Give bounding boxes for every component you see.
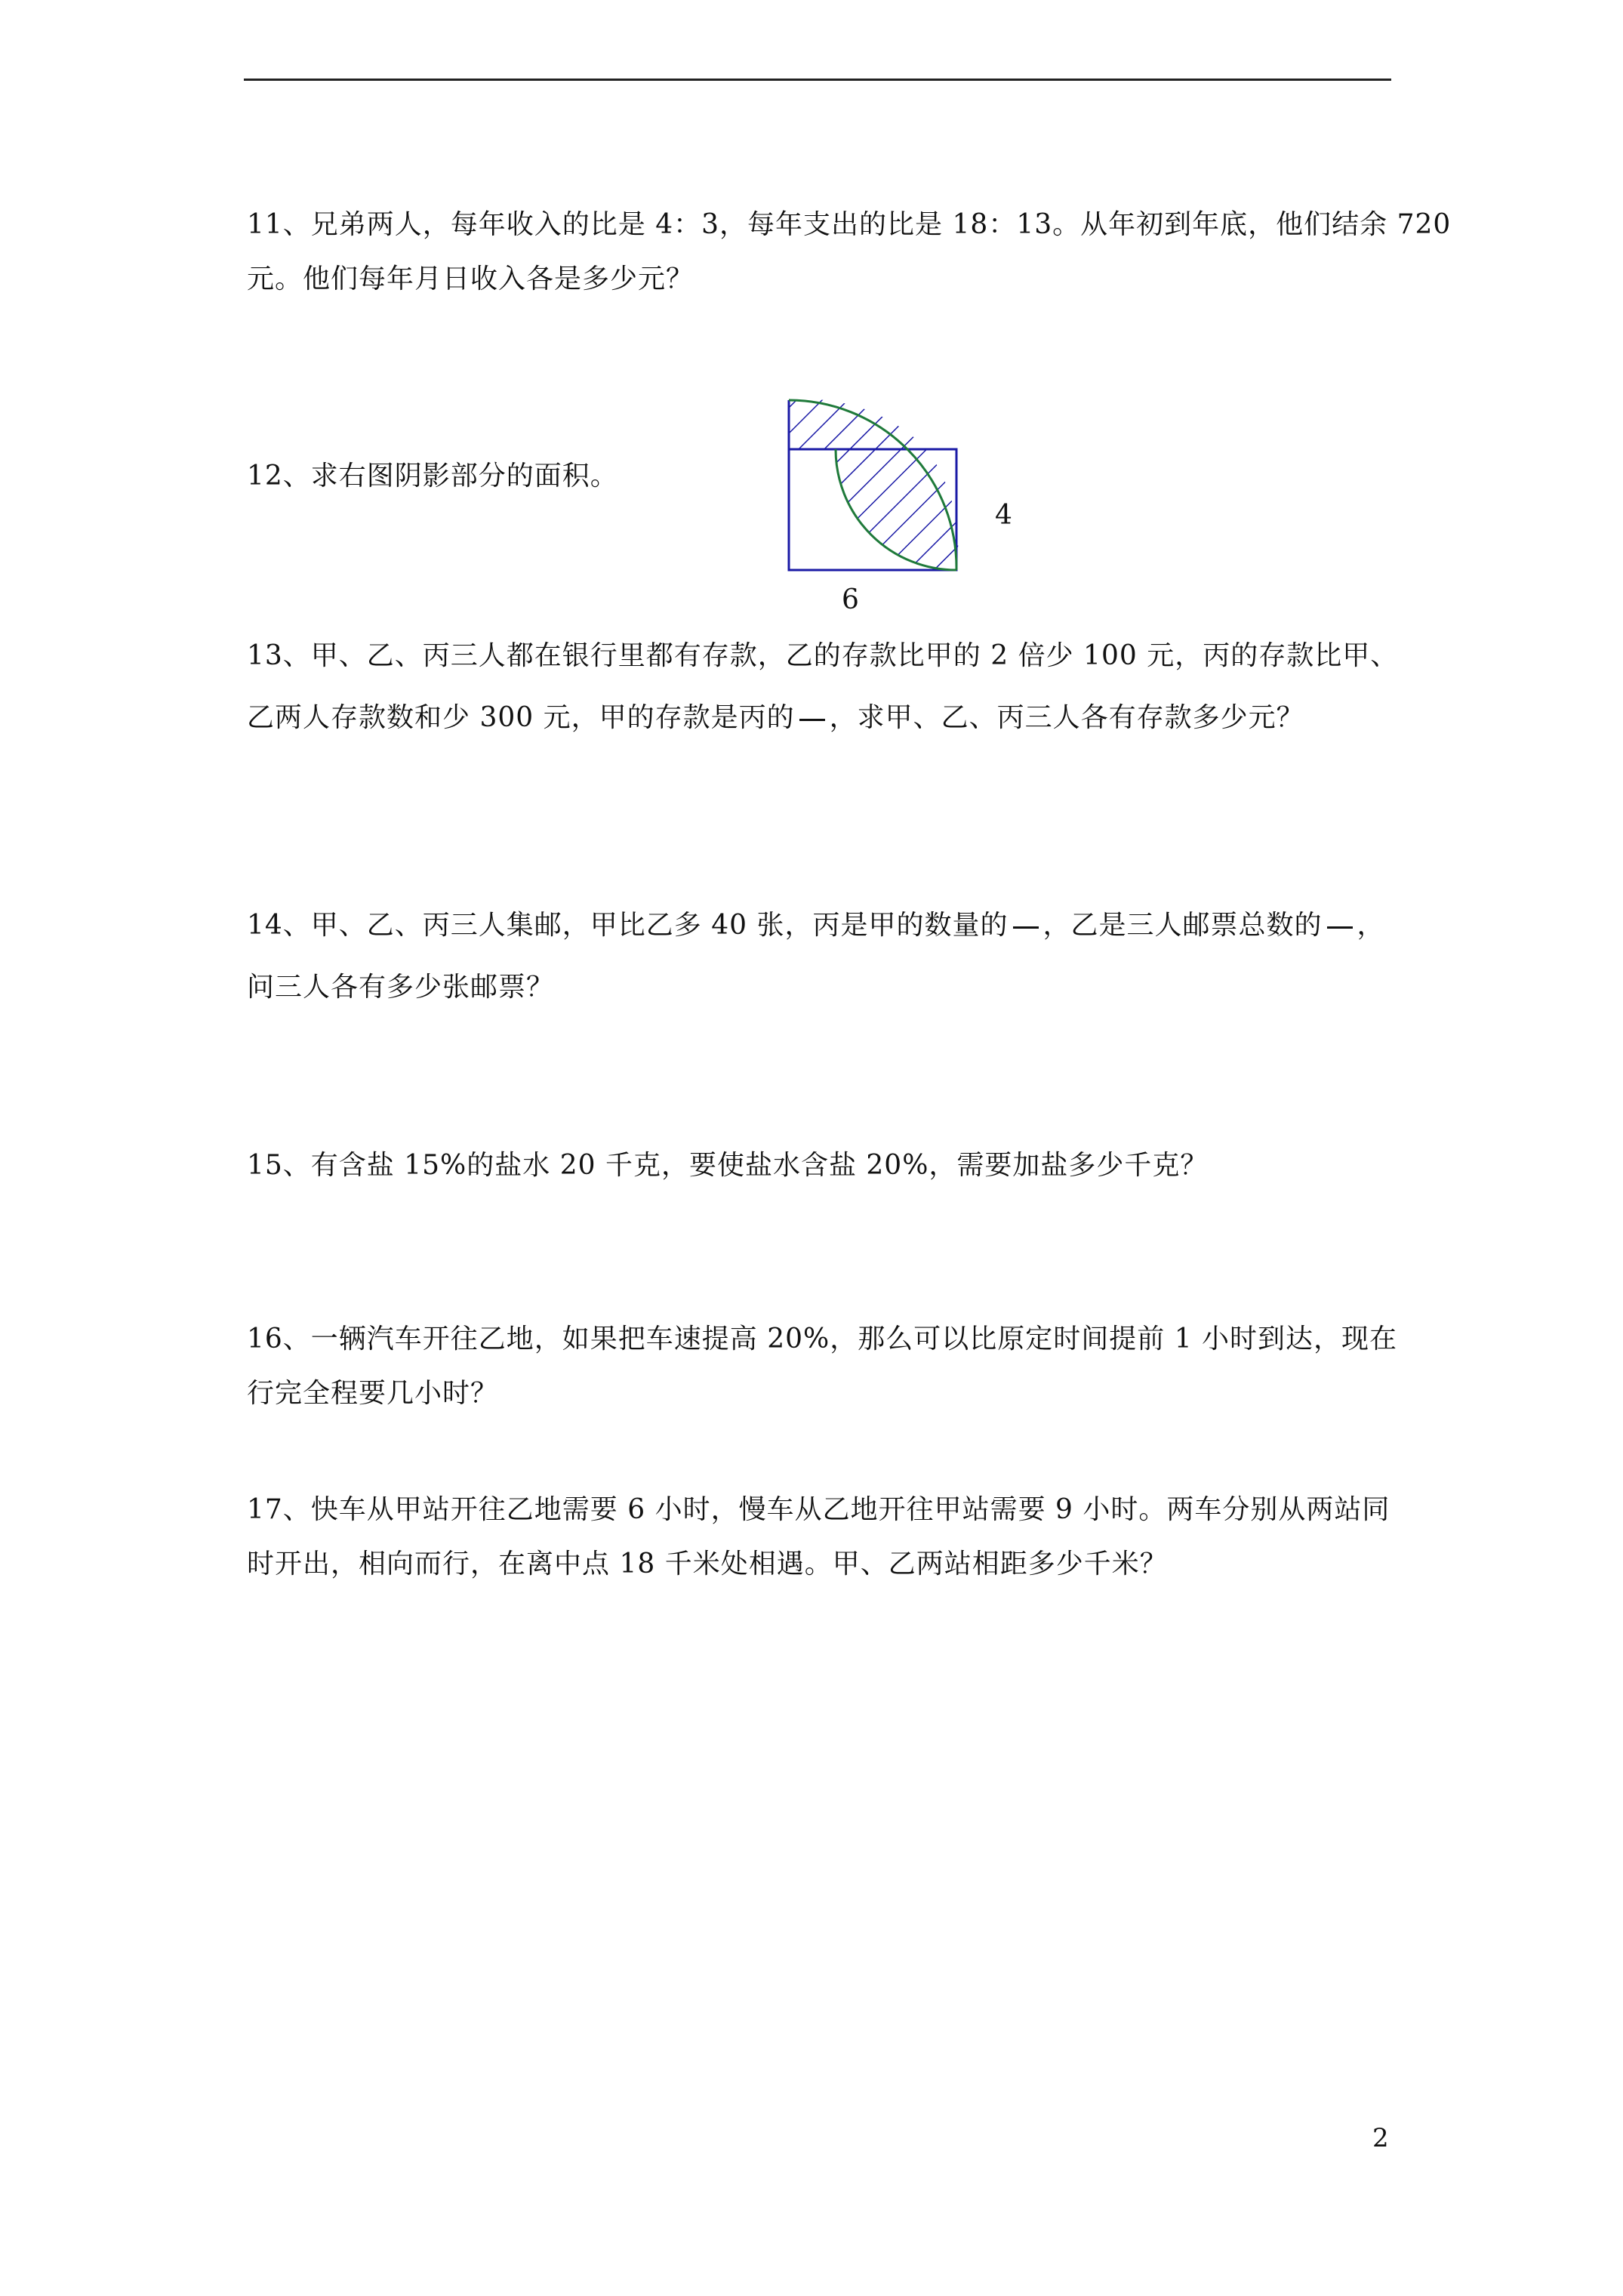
problem-11 xyxy=(247,198,1452,307)
problem-13-line-1: 13、甲、乙、丙三人都在银行里都有存款，乙的存款比甲的 2 倍少 100 元，丙的存款比甲、 xyxy=(247,640,1399,671)
upper-shaded-region xyxy=(789,399,927,449)
figure-label-width: 6 xyxy=(842,584,859,615)
fraction-bar xyxy=(799,719,825,721)
problem-15-line-1: 15、有含盐 15%的盐水 20 千克，要使盐水含盐 20%，需要加盐多少千克？ xyxy=(247,1150,1209,1181)
fraction-bar xyxy=(1327,926,1353,929)
problem-13-line-2 xyxy=(247,691,1394,753)
problem-13 xyxy=(247,629,1399,753)
problem-17-line-1: 17、快车从甲站开往乙地需要 6 小时，慢车从乙地开往甲站需要 9 小时。两车分别从两站同 xyxy=(247,1494,1390,1525)
problem-14-line-2: 问三人各有多少张邮票？ xyxy=(247,972,555,1003)
problem-14-part-2: ，乙是三人邮票总数的 xyxy=(1042,910,1323,941)
figure-label-height: 4 xyxy=(995,500,1012,531)
problem-17 xyxy=(247,1483,1394,1592)
problem-14 xyxy=(247,898,1394,1022)
problem-14-part-1: 14、甲、乙、丙三人集邮，甲比乙多 40 张，丙是甲的数量的 xyxy=(247,910,1009,941)
problem-16-line-2: 行完全程要几小时？ xyxy=(247,1378,499,1409)
page-number: 2 xyxy=(1372,2123,1389,2153)
problem-16-line-1: 16、一辆汽车开往乙地，如果把车速提高 20%，那么可以比原定时间提前 1 小时到达，现在 xyxy=(247,1324,1398,1354)
problem-15 xyxy=(247,1139,1394,1193)
problem-17-line-2: 时开出，相向而行，在离中点 18 千米处相遇。甲、乙两站相距多少千米？ xyxy=(247,1549,1168,1579)
problem-14-line-1 xyxy=(247,898,1394,960)
problem-13-line-2-before: 乙两人存款数和少 300 元，甲的存款是丙的 xyxy=(247,702,795,733)
problem-11-line-2: 元。他们每年月日收入各是多少元？ xyxy=(247,264,694,294)
problem-16 xyxy=(247,1312,1398,1421)
lens-shaded-region xyxy=(836,449,958,570)
problem-14-part-3: ， xyxy=(1357,910,1385,941)
problem-11-line-1: 11、兄弟两人，每年收入的比是 4：3，每年支出的比是 18：13。从年初到年底，他们结余 720 xyxy=(247,209,1452,240)
header-rule xyxy=(244,79,1391,81)
fraction-bar xyxy=(1013,926,1039,929)
problem-13-line-2-after: ，求甲、乙、丙三人各有存款多少元？ xyxy=(829,702,1304,733)
problem-12-line-1: 12、求右图阴影部分的面积。 xyxy=(247,461,618,492)
